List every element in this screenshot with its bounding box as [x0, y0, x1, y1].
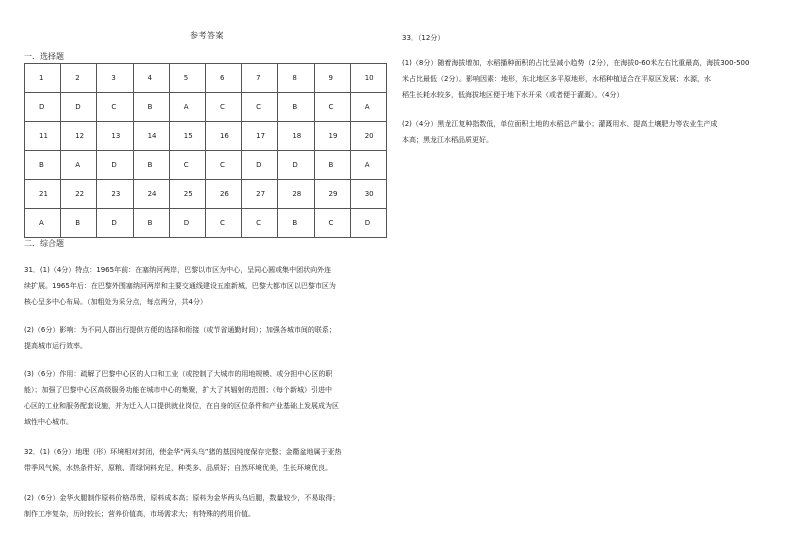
question-number-cell: 2 [61, 64, 97, 93]
question-number-cell: 16 [205, 122, 241, 151]
text-line: 32．(1)（6分）地理（形）环境相对封闭，使金华“两头乌”猪的基因纯度保存完整；金衢盆地属于亚热 [24, 448, 342, 456]
answer-table [24, 63, 387, 238]
text-line: 本高；黑龙江水稻品质更好。 [402, 136, 493, 144]
question-number-cell: 11 [25, 122, 61, 151]
question-number-cell: 17 [242, 122, 278, 151]
answer-letter-row [25, 209, 387, 238]
q31-part1 [24, 262, 394, 310]
question-number-row [25, 180, 387, 209]
text-line: (2)（4分）黑龙江复种指数低，单位面积土地的水稻总产量小；灌溉用水、提高土壤肥力等农业生产成 [402, 120, 718, 128]
question-number-cell: 1 [25, 64, 61, 93]
answer-cell: D [350, 209, 386, 238]
answer-cell: A [61, 151, 97, 180]
section-heading-choice: 一．选择题 [24, 52, 64, 61]
answer-cell: B [278, 209, 314, 238]
answer-cell: B [25, 151, 61, 180]
question-number-cell: 3 [97, 64, 133, 93]
question-number-cell: 12 [61, 122, 97, 151]
answer-cell: A [169, 93, 205, 122]
answer-cell: C [242, 93, 278, 122]
question-number-cell: 19 [314, 122, 350, 151]
text-line: (2)（6分）金华火腿制作原料价格昂贵，原料成本高；原料为金华两头乌后腿，数量较少，不易取得； [24, 494, 340, 502]
question-number-cell: 27 [242, 180, 278, 209]
section-heading-comprehensive: 二．综合题 [24, 239, 64, 248]
question-number-cell: 23 [97, 180, 133, 209]
question-number-cell: 24 [133, 180, 169, 209]
answer-cell: C [205, 209, 241, 238]
question-number-row [25, 64, 387, 93]
question-number-cell: 6 [205, 64, 241, 93]
question-number-cell: 10 [350, 64, 386, 93]
answer-cell: C [242, 209, 278, 238]
q31-part3 [24, 366, 394, 430]
text-line: (1)（8分）随着海拔增加，水稻播种面积的占比呈减小趋势（2分），在海拔0-60米左右比重最高，海拔300-500 [402, 59, 750, 67]
answer-letter-row [25, 93, 387, 122]
answer-cell: A [350, 151, 386, 180]
answer-cell: A [25, 209, 61, 238]
question-number-cell: 4 [133, 64, 169, 93]
answer-cell: D [97, 151, 133, 180]
answer-cell: D [242, 151, 278, 180]
question-number-row [25, 122, 387, 151]
answer-cell: C [97, 93, 133, 122]
answer-cell: C [205, 93, 241, 122]
answer-cell: C [314, 209, 350, 238]
answer-cell: D [169, 209, 205, 238]
answer-cell: B [61, 209, 97, 238]
question-number-cell: 9 [314, 64, 350, 93]
question-number-cell: 7 [242, 64, 278, 93]
text-line: 米占比最低（2分）。影响因素：地形，东北地区多平原地形，水稻种植适合在平原区发展；水源，水 [402, 75, 711, 83]
q32-part2 [24, 490, 394, 522]
q31-part2 [24, 322, 394, 354]
question-number-cell: 26 [205, 180, 241, 209]
answer-letter-row [25, 151, 387, 180]
answer-cell: B [314, 151, 350, 180]
text-line: 能）；加强了巴黎中心区高级服务功能在城市中心的集聚，扩大了其辐射的范围；（每个新城）引进中 [24, 386, 332, 394]
question-number-cell: 22 [61, 180, 97, 209]
text-line: (3)（6分）作用：疏解了巴黎中心区的人口和工业（或控制了大城市的用地规模、或分担中心区的职 [24, 370, 333, 378]
question-number-cell: 29 [314, 180, 350, 209]
question-number-cell: 14 [133, 122, 169, 151]
answer-cell: D [97, 209, 133, 238]
question-number-cell: 20 [350, 122, 386, 151]
answer-cell: B [278, 93, 314, 122]
answer-cell: A [350, 93, 386, 122]
text-line: 稻生长耗水较多，低海拔地区便于地下水开采（或者便于灌溉）。（4分） [402, 91, 624, 99]
answer-cell: C [169, 151, 205, 180]
question-number-cell: 5 [169, 64, 205, 93]
page-title: 参考答案 [190, 31, 224, 40]
text-line: 核心呈多中心布局。（加粗处为采分点，每点两分，共4分） [24, 298, 207, 306]
text-line: 域性中心城市。 [24, 418, 73, 426]
text-line: 带季风气候，水热条件好，原粮、青绿饲料充足，种类多、品质好；自然环境优美，生长环境优良。 [24, 464, 332, 472]
question-number-cell: 15 [169, 122, 205, 151]
answer-cell: B [133, 209, 169, 238]
answer-cell: B [133, 151, 169, 180]
text-line: 制作工序复杂，历时较长；营养价值高，市场需求大；有特殊的药用价值。 [24, 510, 255, 518]
q33-heading: 33．（12分） [402, 34, 445, 42]
question-number-cell: 18 [278, 122, 314, 151]
answer-cell: C [314, 93, 350, 122]
answer-cell: D [278, 151, 314, 180]
q32-part1 [24, 444, 394, 476]
question-number-cell: 8 [278, 64, 314, 93]
answer-cell: C [205, 151, 241, 180]
text-line: 心区的工业和服务配套设施，并为迁入人口提供就业岗位，在自身的区位条件和产业基础上发展成为区 [24, 402, 339, 410]
question-number-cell: 13 [97, 122, 133, 151]
answer-cell: D [25, 93, 61, 122]
q33-part2 [402, 116, 770, 148]
question-number-cell: 21 [25, 180, 61, 209]
answer-cell: B [133, 93, 169, 122]
text-line: 续扩展。1965年后：在巴黎外围塞纳河两岸和主要交通线建设五座新城，巴黎大都市区以巴黎市区为 [24, 282, 336, 290]
q33-part1 [402, 55, 770, 103]
question-number-cell: 25 [169, 180, 205, 209]
text-line: 提高城市运行效率。 [24, 342, 87, 350]
question-number-cell: 30 [350, 180, 386, 209]
text-line: 31．(1)（4分）特点：1965年前：在塞纳河两岸，巴黎以市区为中心，呈同心圆或集中团状向外连 [24, 266, 332, 274]
question-number-cell: 28 [278, 180, 314, 209]
answer-cell: D [61, 93, 97, 122]
text-line: (2)（6分）影响：为不同人群出行提供方便的选择和衔接（或节省通勤时间）；加强各城市间的联系； [24, 326, 336, 334]
